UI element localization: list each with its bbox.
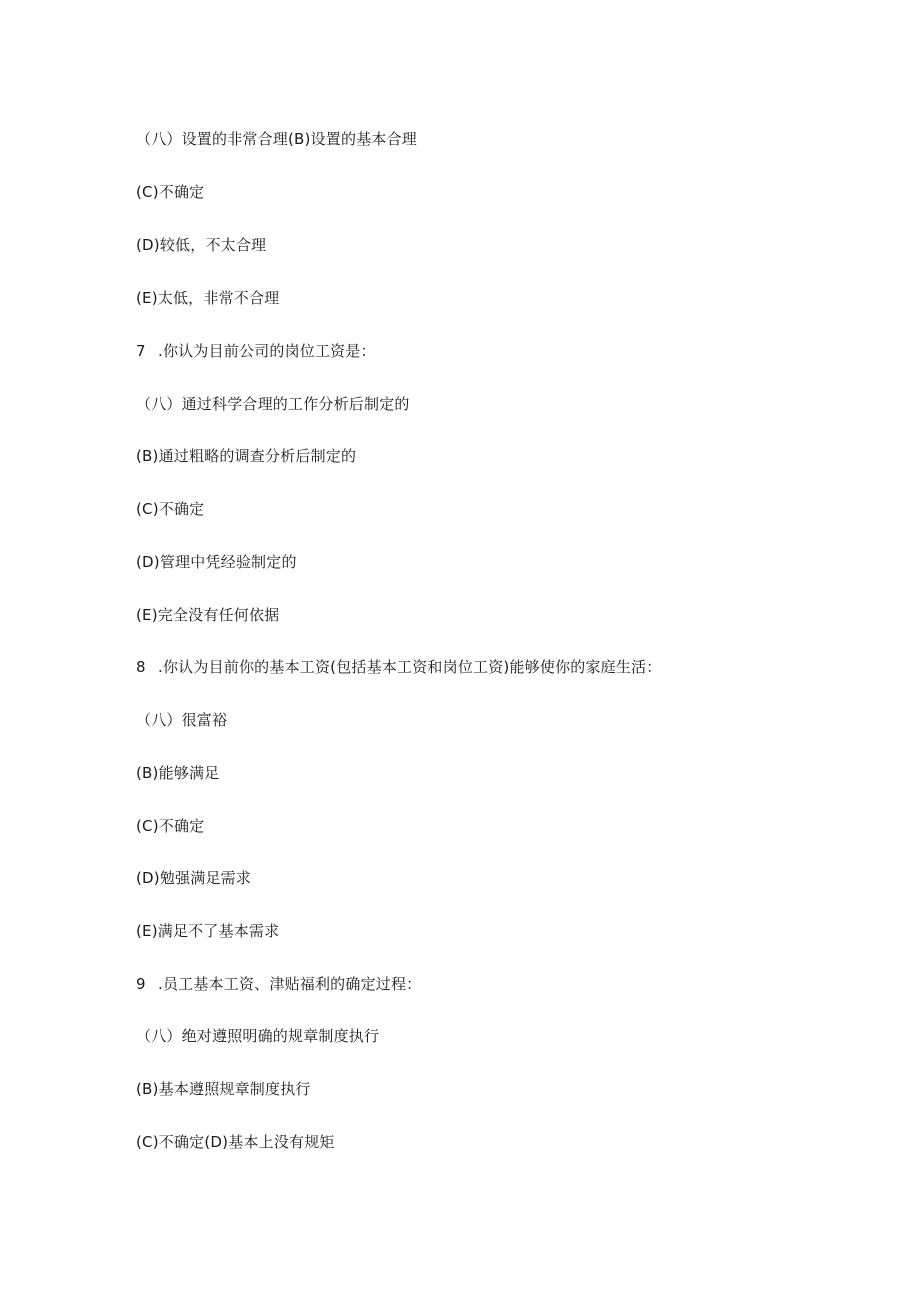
option-line: (C)不确定(D)基本上没有规矩 xyxy=(136,1133,335,1151)
question-number: 8 xyxy=(136,658,146,676)
question-line xyxy=(136,974,421,994)
option-line: (E)太低，非常不合理 xyxy=(136,289,280,307)
question-line xyxy=(136,341,376,361)
option-line: （八）绝对遵照明确的规章制度执行 xyxy=(136,1027,380,1045)
option-line: (E)完全没有任何依据 xyxy=(136,606,280,624)
question-text: .你认为目前你的基本工资(包括基本工资和岗位工资)能够使你的家庭生活： xyxy=(158,658,662,676)
question-text: .你认为目前公司的岗位工资是： xyxy=(158,342,376,360)
option-line: （八）通过科学合理的工作分析后制定的 xyxy=(136,395,410,413)
option-line: (B)能够满足 xyxy=(136,764,220,782)
option-line: (B)通过粗略的调查分析后制定的 xyxy=(136,447,357,465)
option-line: (E)满足不了基本需求 xyxy=(136,922,280,940)
question-line xyxy=(136,657,661,677)
option-line: (D)管理中凭经验制定的 xyxy=(136,553,297,571)
option-line: (C)不确定 xyxy=(136,183,205,201)
option-line: （八）设置的非常合理(B)设置的基本合理 xyxy=(136,130,417,148)
question-text: .员工基本工资、津贴福利的确定过程： xyxy=(158,975,422,993)
question-number: 7 xyxy=(136,342,146,360)
option-line: (D)较低，不太合理 xyxy=(136,236,267,254)
option-line: (C)不确定 xyxy=(136,817,205,835)
option-line: （八）很富裕 xyxy=(136,711,228,729)
option-line: (D)勉强满足需求 xyxy=(136,869,252,887)
question-number: 9 xyxy=(136,975,146,993)
option-line: (B)基本遵照规章制度执行 xyxy=(136,1080,311,1098)
option-line: (C)不确定 xyxy=(136,500,205,518)
